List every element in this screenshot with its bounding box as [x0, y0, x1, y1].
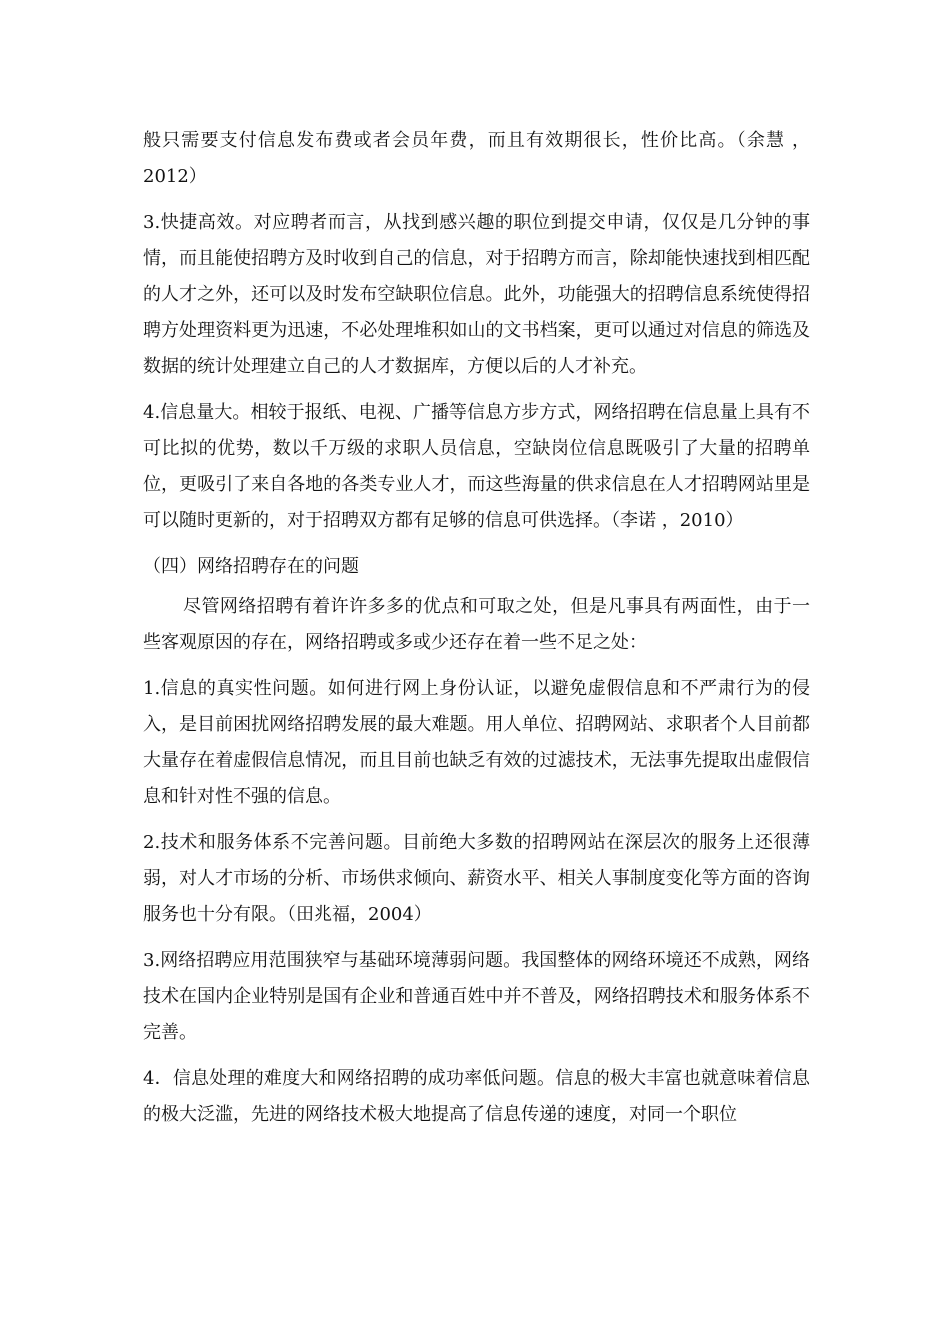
paragraph-application-scope-problem: 3.网络招聘应用范围狭窄与基础环境薄弱问题。我国整体的网络环境还不成熟，网络技术在国内企业特别是国有企业和普通百姓中并不普及，网络招聘技术和服务体系不完善。 — [143, 950, 810, 1043]
document-body — [143, 123, 810, 1143]
paragraph-fast-efficient: 3.快捷高效。对应聘者而言，从找到感兴趣的职位到提交申请，仅仅是几分钟的事情，而且能使招聘方及时收到自己的信息，对于招聘方而言，除却能快速找到相匹配的人才之外，还可以及时发布空缺职位信息。此外，功能强大的招聘信息系统使得招聘方处理资料更为迅速，不必处理堆积如山的文书档案，更可以通过对信息的筛选及数据的统计处理建立自己的人才数据库，方便以后的人才补充。 — [143, 212, 810, 377]
paragraph-cost-continuation: 般只需要支付信息发布费或者会员年费，而且有效期很长，性价比高。（余慧 ，2012） — [143, 130, 810, 187]
paragraph-processing-difficulty-problem: 4．信息处理的难度大和网络招聘的成功率低问题。信息的极大丰富也就意味着信息的极大泛滥，先进的网络技术极大地提高了信息传递的速度，对同一个职位 — [143, 1068, 810, 1125]
paragraph-large-information: 4.信息量大。相较于报纸、电视、广播等信息方步方式，网络招聘在信息量上具有不可比拟的优势，数以千万级的求职人员信息，空缺岗位信息既吸引了大量的招聘单位，更吸引了来自各地的各类专业人才，而这些海量的供求信息在人才招聘网站里是可以随时更新的，对于招聘双方都有足够的信息可供选择。（李诺 ，2010） — [143, 402, 810, 531]
paragraph-problems-intro: 尽管网络招聘有着许许多多的优点和可取之处，但是凡事具有两面性，由于一些客观原因的存在，网络招聘或多或少还存在着一些不足之处： — [143, 596, 810, 653]
section-heading-problems: （四）网络招聘存在的问题 — [143, 556, 359, 577]
paragraph-authenticity-problem: 1.信息的真实性问题。如何进行网上身份认证，以避免虚假信息和不严肃行为的侵入，是目前困扰网络招聘发展的最大难题。用人单位、招聘网站、求职者个人目前都大量存在着虚假信息情况，而且目前也缺乏有效的过滤技术，无法事先提取出虚假信息和针对性不强的信息。 — [143, 678, 810, 807]
paragraph-service-system-problem: 2.技术和服务体系不完善问题。目前绝大多数的招聘网站在深层次的服务上还很薄弱，对人才市场的分析、市场供求倾向、薪资水平、相关人事制度变化等方面的咨询服务也十分有限。（田兆福，2004） — [143, 832, 810, 925]
